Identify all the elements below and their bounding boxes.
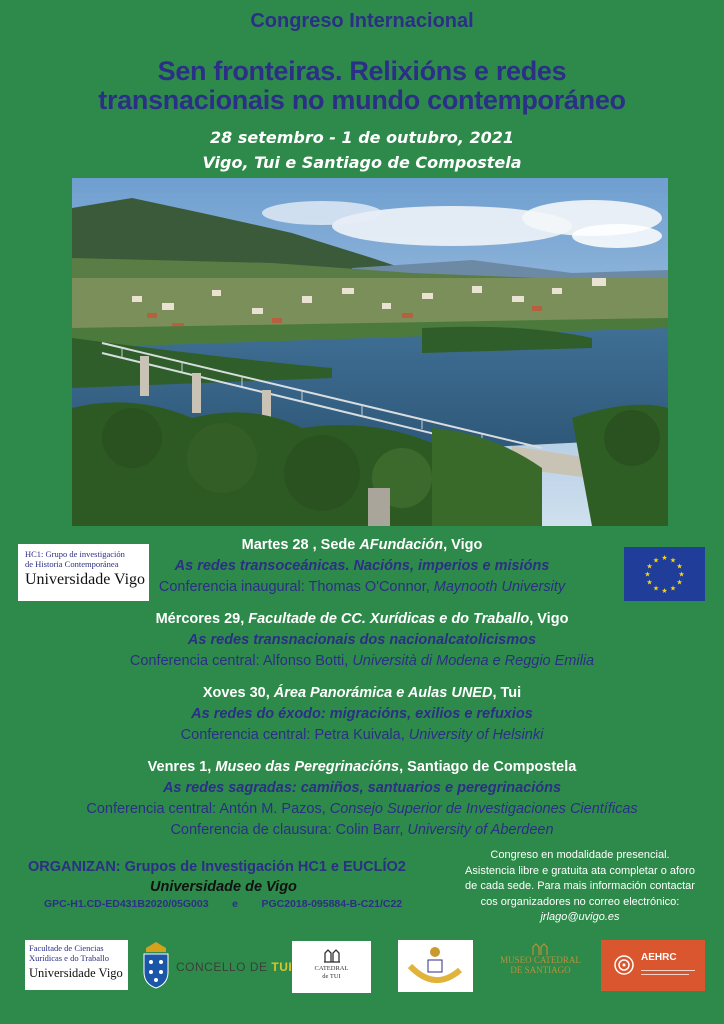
session-4-heading: Venres 1, Museo das Peregrinacións, Santiago de Compostela bbox=[147, 759, 577, 775]
congress-label: Congreso Internacional bbox=[250, 10, 474, 32]
session-4 bbox=[0, 757, 724, 841]
museo-peregrinacions-logo bbox=[398, 940, 473, 992]
svg-text:★: ★ bbox=[678, 570, 685, 579]
organizers-line: ORGANIZAN: Grupos de Investigación HC1 e EUCLÍO2 bbox=[28, 859, 406, 875]
svg-text:★: ★ bbox=[661, 587, 668, 595]
session-3 bbox=[0, 683, 724, 746]
contact-email[interactable]: jrlago@uvigo.es bbox=[540, 911, 620, 923]
session-1-theme: As redes transoceánicas. Nacións, imperios e misións bbox=[174, 558, 550, 574]
session-3-theme: As redes do éxodo: migracións, exilios e refuxios bbox=[191, 706, 533, 722]
title-line-2: transnacionais no mundo contemporáneo bbox=[98, 85, 626, 115]
session-2-conference: Conferencia central: Alfonso Botti, Università di Modena e Reggio Emilia bbox=[129, 653, 595, 669]
session-2 bbox=[0, 609, 724, 672]
svg-text:★: ★ bbox=[646, 562, 653, 571]
session-3-heading: Xoves 30, Área Panorámica e Aulas UNED, Tui bbox=[202, 685, 522, 701]
svg-text:★: ★ bbox=[644, 570, 651, 579]
session-2-theme: As redes transnacionais dos nacionalcatolicismos bbox=[187, 632, 537, 648]
session-3-conference: Conferencia central: Petra Kuivala, University of Helsinki bbox=[180, 727, 544, 743]
session-1 bbox=[0, 535, 724, 598]
cathedral-icon bbox=[323, 947, 341, 963]
session-1-conference: Conferencia inaugural: Thomas O'Connor, Maynooth University bbox=[158, 579, 566, 595]
faculty-logo: Facultade de Ciencias Xurídicas e do Traballo Universidade Vigo bbox=[25, 940, 128, 990]
title-line-1: Sen fronteiras. Relixións e redes bbox=[157, 56, 567, 86]
aehrc-wordmark: AEHRC bbox=[641, 952, 677, 963]
organizers-university: Universidade de Vigo bbox=[150, 879, 297, 895]
session-4-closing: Conferencia de clausura: Colin Barr, University of Aberdeen bbox=[170, 822, 554, 838]
svg-text:★: ★ bbox=[652, 556, 660, 565]
hc1-text: HC1: Grupo de investigación de Historia Contemporánea bbox=[25, 549, 125, 569]
aehrc-logo bbox=[601, 940, 705, 991]
attendance-info: Congreso en modalidade presencial. Asistencia libre e gratuita ata completar o aforo de cada sede. Para mais información contactar cos organizadores no correo electrónico: jrlago@uvigo.es bbox=[455, 848, 705, 926]
svg-text:★: ★ bbox=[676, 578, 683, 587]
session-4-theme: As redes sagradas: camiños, santuarios e peregrinacións bbox=[162, 780, 562, 796]
museo-catedral-logo: MUSEO CATEDRAL DE SANTIAGO bbox=[500, 955, 581, 975]
svg-text:★: ★ bbox=[669, 584, 677, 593]
svg-text:★: ★ bbox=[652, 584, 660, 593]
grant-codes: GPC-H1.CD-ED431B2020/05G003 e PGC2018-095884-B-C21/C22 bbox=[44, 898, 403, 910]
faculty-uvigo-wordmark: Universidade Vigo bbox=[29, 966, 123, 980]
aehrc-emblem-icon bbox=[613, 954, 635, 976]
event-places: Vigo, Tui e Santiago de Compostela bbox=[202, 153, 522, 172]
catedral-tui-logo: CATEDRAL de TUI bbox=[292, 941, 371, 993]
session-2-heading: Mércores 29, Facultade de CC. Xurídicas e do Traballo, Vigo bbox=[155, 611, 569, 627]
session-1-heading: Martes 28 , Sede AFundación, Vigo bbox=[241, 537, 483, 553]
svg-text:★: ★ bbox=[676, 562, 683, 571]
dates-block bbox=[0, 125, 724, 175]
landscape-photo bbox=[72, 178, 668, 526]
svg-text:★: ★ bbox=[661, 554, 668, 562]
svg-text:★: ★ bbox=[646, 578, 653, 587]
svg-text:★: ★ bbox=[669, 556, 677, 565]
event-dates: 28 setembro - 1 de outubro, 2021 bbox=[209, 128, 514, 147]
session-4-conference: Conferencia central: Antón M. Pazos, Consejo Superior de Investigaciones Científicas bbox=[86, 801, 638, 817]
uvigo-wordmark: Universidade Vigo bbox=[25, 571, 146, 588]
tui-coat-of-arms-icon bbox=[140, 940, 172, 995]
concello-tui-logo: CONCELLO DE TUI bbox=[176, 960, 293, 974]
congress-title bbox=[0, 57, 724, 115]
